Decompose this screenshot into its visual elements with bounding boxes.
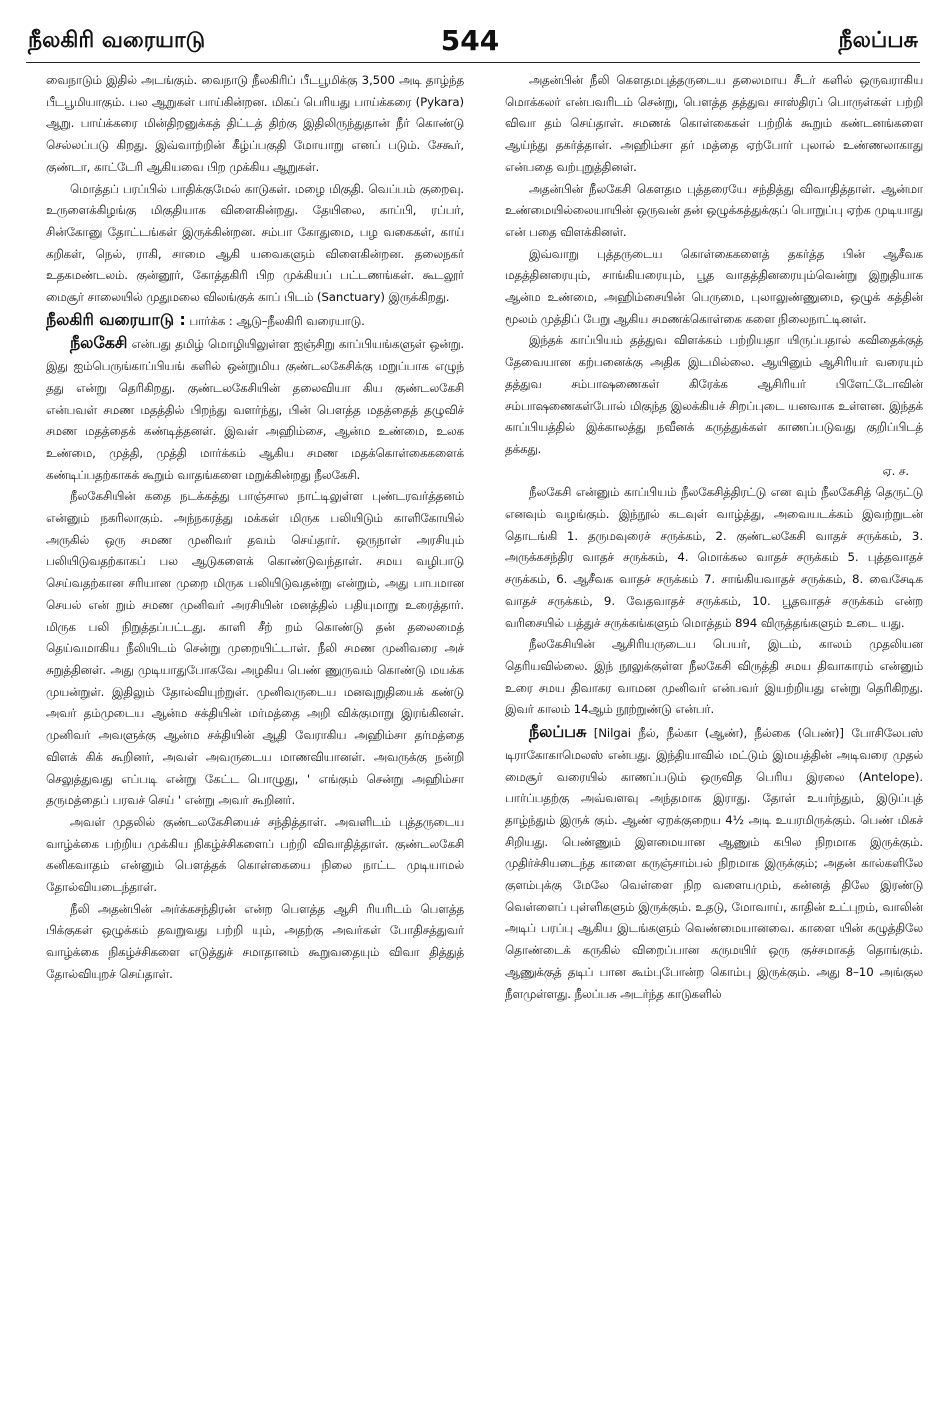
- left-column: [46, 70, 464, 1415]
- entry-headword: நீலகிரி வரையாடு :: [46, 309, 186, 329]
- entry-nilgai: [505, 721, 923, 1005]
- entry-body: என்பது தமிழ் மொழியிலுள்ள ஐஞ்சிறு காப்பியங்களுள் ஒன்று. இது ஐம்பெருங்காப்பியங் களில் ஒன்றுமிய குண்டலகேசிக்கு மறுப்பாக எழுந் தது என்று தெரிகிறது. குண்டலகேசியின் தலைவியா கிய குண்டலகேசி என்பவள் சமண மதத்தில் பிறந்து வளர்ந்து, பின் பௌத்த மதத்தைத் தழுவிச் சமண மதத்தைக் கண்டித்தனள். இவள் அஹிம்சை, ஆன்ம உண்மை, உலக உண்மை, முத்தி, முத்தி மார்க்கம் ஆகிய சமண மதக்கொள்கைகளைக் கண்டிப்பதற்காகக் கூறும் வாதங்களை மறுக்கின்றது நீலகேசி.: [46, 337, 464, 482]
- paragraph: இவ்வாறு புத்தருடைய கொள்கைகளைத் தகர்த்த பின் ஆசீவக மதத்தினரையும், சாங்கியரையும், பூத வாதத்தினரையும்வென்று இறுதியாக ஆன்ம உண்மை, அஹிம்சையின் பெருமை, புலாலுண்ணுமை, ஒழுக் கத்தின் மூலம் முத்திப் பேறு ஆகிய சமணக்கொள்கை களை நிலைநாட்டினள்.: [505, 246, 923, 326]
- header-rule: [26, 62, 920, 63]
- entry-neelakesi: [46, 332, 464, 486]
- paragraph: அதன்பின் நீலி கௌதமபுத்தருடைய தலைமாய சீடர் களில் ஒருவராகிய மொக்கலர் என்பவரிடம் சென்று, பௌத்த தத்துவ சாஸ்திரப் பொருள்கள் பற்றி விவா தம் செய்தாள். சமணக் கொள்கைகள் பற்றிக் கூறும் கண்டனங்களை ஆய்ந்து தகர்த்தாள். அஹிம்சா தர் மத்தை ஏற்போர் புலால் உண்ணலாகாது என்பதை வற்புறுத்தினள்.: [505, 73, 923, 174]
- paragraph: வைநாடும் இதில் அடங்கும். வைநாடு நீலகிரிப் பீடபூமிக்கு 3,500 அடி தாழ்ந்த பீடபூமியாகும். பல ஆறுகள் பாய்கின்றன. மிகப் பெரியது பாய்க்கரை (Pykara) ஆறு. பாய்க்கரை மின்திறனுக்கத் திட்டத் திற்கு இதிலிருந்துதான் நீர் கொண்டு செல்லப்படு கிறது. இவ்வாற்றின் கீழ்ப்பகுதி மோயாறு எனப் படும். சேகூர், குண்டா, காட்டேரி ஆகியவை பிற முக்கிய ஆறுகள்.: [46, 73, 464, 174]
- right-column: [505, 70, 923, 1415]
- entry-nilgiri-tahr: [46, 309, 464, 333]
- author-signature: ஏ. ச.: [882, 463, 909, 478]
- entry-body: பார்க்க : ஆடு–நீலகிரி வரையாடு.: [189, 313, 365, 328]
- running-head-right: நீலப்பசு: [838, 28, 918, 53]
- entry-headword: நீலகேசி: [70, 333, 128, 353]
- paragraph: நீலகேசியின் ஆசிரியருடைய பெயர், இடம், காலம் முதலியன தெரியவில்லை. இந் நூலுக்குள்ள நீலகேசி விருத்தி சமய திவாகாரம் என்னும் உரை சமய திவாகர வாமன முனிவர் என்பவர் இயற்றியது என்று தெரிகிறது. இவர் காலம் 14ஆம் நூற்றுண்டு என்பர்.: [505, 637, 923, 717]
- paragraph: இந்தக் காப்பியம் தத்துவ விளக்கம் பற்றியதா யிருப்பதால் கவிதைக்குத் தேவையான கற்பனைக்கு அதிக இடமில்லை. ஆயினும் ஆசிரியர் வரையும் தத்துவ சம்பாஷணைகள் கிரேக்க ஆசிரியர் பிளேட்டோவின் சம்பாஷணைகள்போல் மிகுந்த இலக்கியச் சிறப்புடை யனவாக உள்ளன. இந்தக் காப்பியத்தில் இக்காலத்து நவீனக் கருத்துக்கள் காணப்படுவது குறிப்பிடத் தக்கது.: [505, 333, 923, 456]
- running-head-left: நீலகிரி வரையாடு: [28, 28, 206, 53]
- paragraph: மொத்தப் பரப்பில் பாதிக்குமேல் காடுகள். மழை மிகுதி. வெப்பம் குறைவு. உருளைக்கிழங்கு மிகுதியாக விளைகின்றது. தேயிலை, காப்பி, ரப்பர், சின்கோனு தோட்டங்கள் இருக்கின்றன. சம்பா கோதுமை, பழ வகைகள், காய் கறிகள், நெல், ராகி, சாமை ஆகி யவைகளும் விளைகின்றன. தலைநகர் உதகமண்டலம். குன்னூர், கோத்தகிரி பிற முக்கியப் பட்டணங்கள். கூடலூர் மைசூர் சாலையில் முதுமலை விலங்குக் காப் பிடம் (Sanctuary) இருக்கிறது.: [46, 181, 464, 305]
- page-number: 544: [440, 24, 500, 57]
- paragraph: அவள் முதலில் குண்டலகேசியைச் சந்தித்தாள். அவளிடம் புத்தருடைய வாழ்க்கை பற்றிய முக்கிய நிகழ்ச்சிகளைப் பற்றி விவாதித்தாள். குண்டலகேசி கனிகவாதம் என்னும் பௌத்தக் கொள்கையை நிலை நாட்ட முடியாமல் தோல்வியடைந்தாள்.: [46, 814, 464, 895]
- paragraph: அதன்பின் நீலகேசி கௌதம புத்தரையே சந்தித்து விவாதித்தாள். ஆன்மா உண்மையில்லையாயின் ஒருவன் தன் ஒழுக்கத்துக்குப் பொறுப்பு ஏற்க முடியாது என் பதை விளக்கினள்.: [505, 181, 923, 239]
- paragraph: நீலகேசி என்னும் காப்பியம் நீலகேசித்திரட்டு என வும் நீலகேசித் தெருட்டு எனவும் வழங்கும். இந்நூல் கடவுள் வாழ்த்து, அவையடக்கம் இவற்றுடன் தொடங்கி 1. தருமவுரைச் சருக்கம், 2. குண்டலகேசி வாதச் சருக்கம், 3. அருக்கசந்திர வாதச் சருக்கம், 4. மொக்கல வாதச் சருக்கம் 5. புத்தவாதச் சருக்கம், 6. ஆசீவக வாதச் சருக்கம் 7. சாங்கியவாதச் சருக்கம், 8. வைசேடிக வாதச் சருக்கம், 9. வேதவாதச் சருக்கம், 10. பூதவாதச் சருக்கம் என்ற வரிசையில் பத்துச் சருக்கங்களும் மொத்தம் 894 விருத்தங்களும் உடை யது.: [505, 485, 923, 630]
- entry-headword: நீலப்பசு: [529, 722, 587, 742]
- paragraph: நீலகேசியின் கதை நடக்கத்து பாஞ்சால நாட்டிலுள்ள புண்டரவர்த்தனம் என்னும் நகரிலாகும். அந்நகரத்து மக்கள் மிருக பலியிடும் காளிகோயில் அருகில் ஒரு சமண முனிவர் தவம் செய்தார். ஒருநாள் அரசியும் பலியிடுவதற்காகப் பல ஆடுகளைக் கொண்டுவந்தாள். சமய வழிபாடு செய்வதற்கான சரியான முறை மிருக பலியிடுவதன்று என்றும், அது பாபமான செயல் என் றும் சமண முனிவர் அரசியின் மனத்தில் பதியுமாறு உரைத்தார். மிருக பலி நிறுத்தப்பட்டது. காளி சீற் றம் கொண்டு தன் தலைமைத் தெய்வமாகிய நீலியிடம் சென்று முறையிட்டாள். நீலி சமண முனிவரை அச் சுறுத்தினள். அது முடியாதுபோகவே அழகிய பெண் ணுருவம் கொண்டு மயக்க முயன்றுள். இதிலும் தோல்வியுற்றுள். முனிவருடைய மனவுறுதியைக் கண்டு அவர் தம்முடைய ஆன்ம சக்தியின் மர்மத்தை அறி விக்குமாறு இரங்கினள். முனிவர் அவளுக்கு ஆன்ம சக்தியின் ஆதி வேராகிய அஹிம்சா தர்மத்தை விளக் கிக் கூறினர், அவள் அவருடைய மாணவியானள். அவருக்கு நன்றி செலுத்துவது எப்படி என்று கேட்ட பொழுது, ' எங்கும் சென்று அஹிம்சா தருமத்தைப் பரவச் செய் ' என்று அவர் கூறினர்.: [46, 489, 464, 808]
- paragraph: நீலி அதன்பின் அர்க்கசந்திரன் என்ற பௌத்த ஆசி ரியரிடம் பௌத்த பிக்குகள் ஒழுக்கம் தவறுவது பற்றி யும், அதற்கு அவர்கள் போதிசத்துவர் வாழ்க்கை நிகழ்ச்சிகளை எடுத்துச் சமாதானம் கூறுவதையும் விவா தித்துத் தோல்வியுறச் செய்தாள்.: [46, 901, 464, 981]
- entry-body: [Nilgai நீல், நீல்கா (ஆண்), நீல்கை (பெண்)] போசிலேபஸ் டிராகோகாமெலஸ் என்பது. இந்தியாவில் மட்டும் இமயத்தின் அடிவரை முதல் மைசூர் வரையில் காணப்படும் ஒருவித பெரிய இரலை (Antelope). பார்ப்பதற்கு அவ்வளவு அந்தமாக இராது. தோள் உயர்ந்தும், இடுப்புத் தாழ்ந்தும் இருக் கும். ஆண் ஏறக்குறைய 4½ அடி உயரமிருக்கும். பெண் மிகச் சிறியது. பெண்ணும் இளமையான ஆணும் கபில நிறமாக இருக்கும். முதிர்ச்சியடைந்த காளை கருஞ்சாம்பல் நிறமாக இருக்கும்; அதன் கால்களிலே குளம்புக்கு மேலே வெள்ளை நிற வளையமும், கன்னத் திலே இரண்டு வெள்ளைப் புள்ளிகளும் இருக்கும். உதடு, மோவாய், காதின் உட்புறம், வாலின் அடிப் பரப்பு ஆகிய இடங்களும் வெண்மையானவை. காளை யின் கழுத்திலே தொண்டைக் கருகில் விறைப்பான கருமயிர் ஒரு குச்சமாகத் தொங்கும். ஆணுக்குத் தடிப் பான கூம்புபோன்ற கொம்பு இருக்கும். அது 8–10 அங்குல நீளமுள்ளது. நீலப்பசு அடர்ந்த காடுகளில்: [505, 726, 923, 1001]
